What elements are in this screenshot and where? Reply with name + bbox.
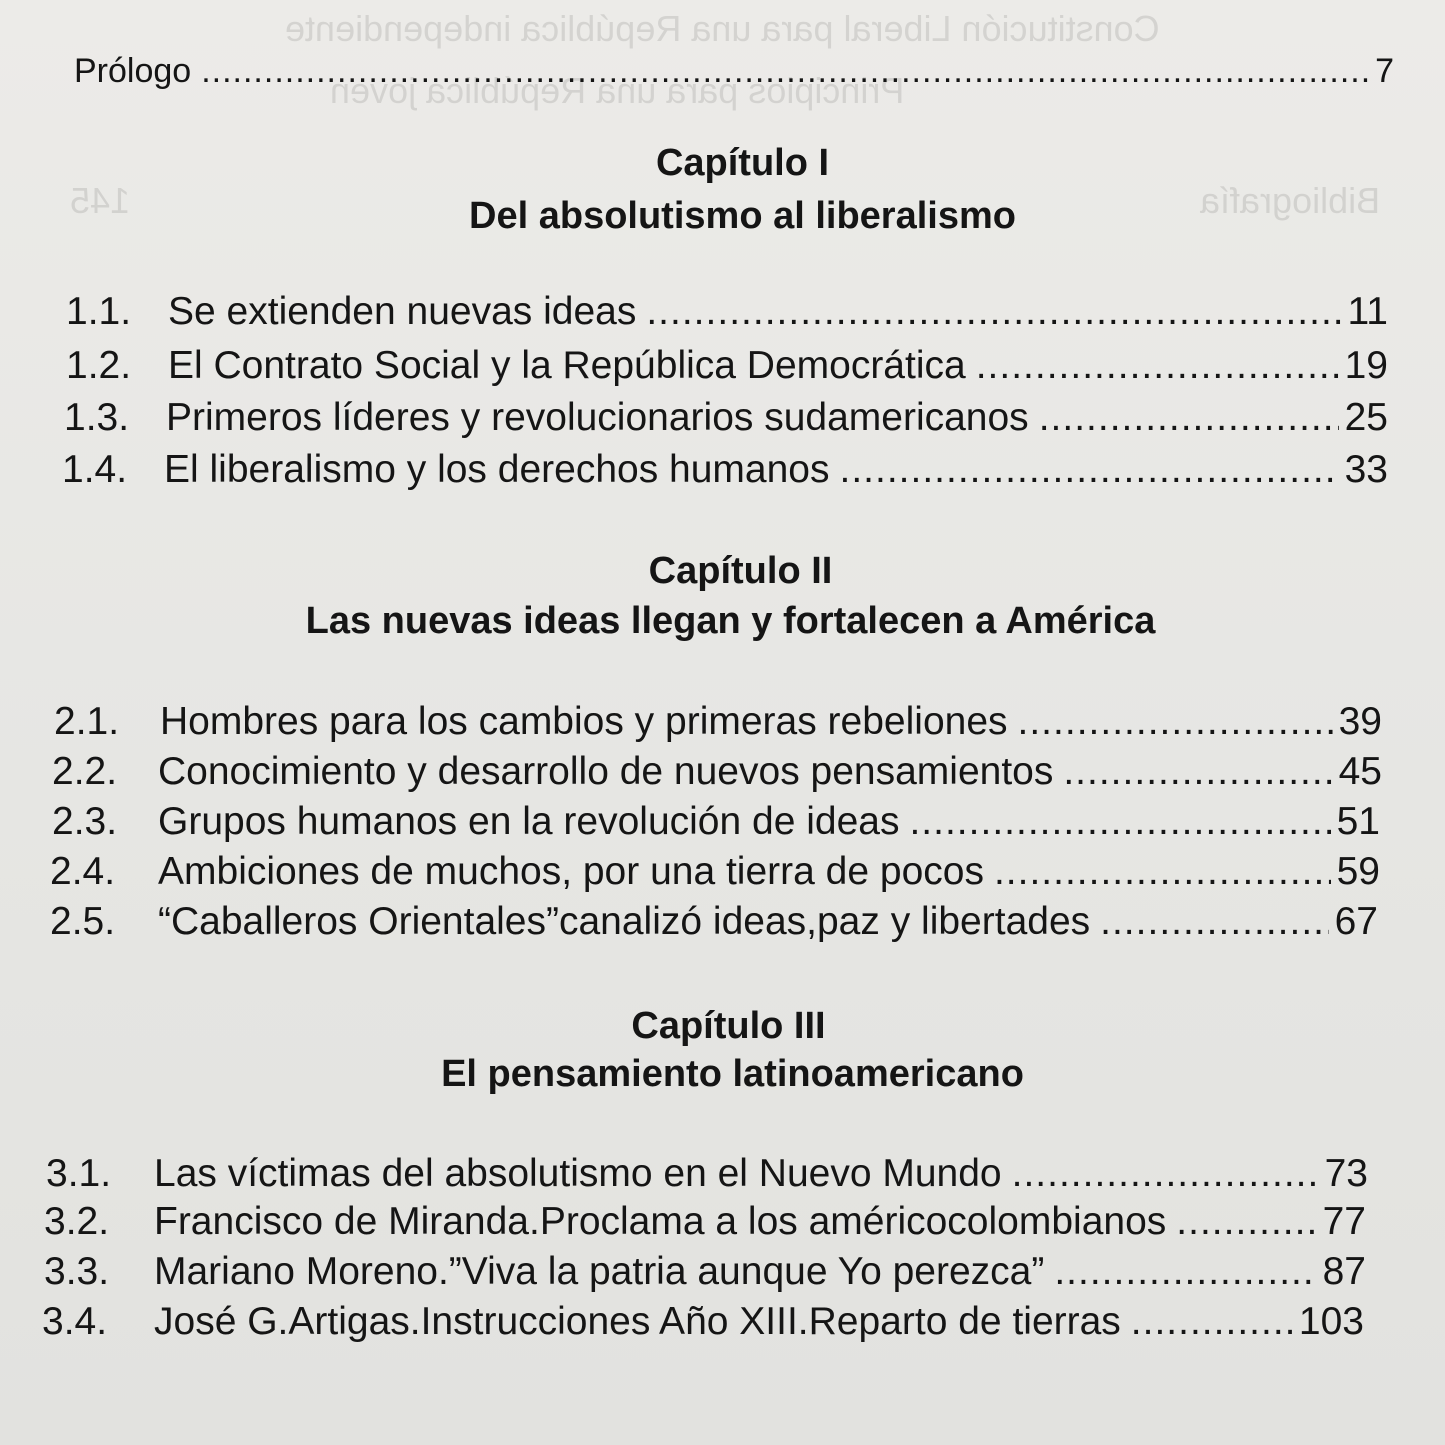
- page-number: 33: [1344, 448, 1388, 491]
- entry-number: 3.3.: [44, 1250, 110, 1293]
- page-number: 77: [1322, 1200, 1366, 1243]
- toc-entry[interactable]: [46, 1152, 1368, 1196]
- page-number: 51: [1336, 800, 1380, 843]
- toc-entry[interactable]: [66, 290, 1388, 334]
- entry-number: 1.2.: [66, 344, 132, 387]
- bleed-line: Constitución Liberal para una República independiente: [285, 8, 1160, 49]
- entry-title: Mariano Moreno.”Viva la patria aunque Yo perezca”: [154, 1250, 1045, 1293]
- toc-entry[interactable]: [64, 396, 1388, 440]
- leader-dots: [1100, 900, 1328, 944]
- entry-title: Hombres para los cambios y primeras rebeliones: [160, 700, 1008, 743]
- leader-dots: [1012, 1152, 1319, 1196]
- chapter-1-label: Capítulo I: [655, 142, 830, 184]
- page-number: 59: [1336, 850, 1380, 893]
- toc-entry[interactable]: [66, 344, 1388, 388]
- entry-title: Primeros líderes y revolucionarios sudamericanos: [166, 396, 1029, 439]
- page-number: 39: [1338, 700, 1382, 743]
- leader-dots: [1054, 1250, 1316, 1294]
- entry-number: 2.2.: [52, 750, 118, 793]
- entry-number: 2.5.: [50, 900, 116, 943]
- leader-dots: [646, 290, 1341, 334]
- leader-dots: [1018, 700, 1333, 744]
- toc-entry[interactable]: [62, 448, 1388, 492]
- leader-dots: [994, 850, 1331, 894]
- entry-title: Las víctimas del absolutismo en el Nuevo Mundo: [154, 1152, 1002, 1195]
- page-number: 87: [1322, 1250, 1366, 1293]
- page-number: 45: [1338, 750, 1382, 793]
- leader-dots: [909, 800, 1330, 844]
- toc-entry[interactable]: [52, 750, 1382, 794]
- chapter-1-title: Del absolutismo al liberalismo: [469, 195, 1016, 237]
- entry-number: 3.1.: [46, 1152, 112, 1195]
- entry-title: Grupos humanos en la revolución de ideas: [158, 800, 900, 843]
- entry-number: 2.3.: [52, 800, 118, 843]
- leader-dots: [1063, 750, 1332, 794]
- chapter-3-label: Capítulo III: [631, 1005, 826, 1047]
- toc-entry[interactable]: [54, 700, 1382, 744]
- leader-dots: [839, 448, 1338, 492]
- toc-entry[interactable]: [52, 800, 1380, 844]
- entry-number: 1.1.: [66, 290, 132, 333]
- chapter-2-label: Capítulo II: [648, 550, 833, 592]
- entry-title: Se extienden nuevas ideas: [168, 290, 637, 333]
- page-number: 11: [1347, 290, 1388, 333]
- entry-title: Ambiciones de muchos, por una tierra de pocos: [158, 850, 984, 893]
- page-number: 103: [1298, 1300, 1364, 1343]
- bleed-line: 145: [70, 180, 131, 221]
- leader-dots: [201, 52, 1369, 91]
- entry-title: Francisco de Miranda.Proclama a los américocolombianos: [154, 1200, 1167, 1243]
- leader-dots: [1131, 1300, 1293, 1344]
- entry-number: 2.1.: [54, 700, 120, 743]
- toc-entry[interactable]: [44, 1200, 1366, 1244]
- entry-title: El Contrato Social y la República Democrática: [168, 344, 966, 387]
- bleed-line: Bibliografía: [1200, 180, 1381, 221]
- chapter-3-title: El pensamiento latinoamericano: [441, 1053, 1024, 1095]
- entry-number: 3.2.: [44, 1200, 110, 1243]
- prologue-title: Prólogo: [74, 52, 192, 90]
- entry-number: 1.3.: [64, 396, 130, 439]
- bleed-line: Principios para una República joven: [330, 70, 905, 111]
- leader-dots: [1039, 396, 1339, 440]
- page-number: 19: [1344, 344, 1388, 387]
- entry-title: “Caballeros Orientales”canalizó ideas,paz y libertades: [158, 900, 1091, 943]
- toc-entry[interactable]: [42, 1300, 1364, 1344]
- leader-dots: [976, 344, 1339, 388]
- page-number: 7: [1375, 52, 1394, 90]
- entry-title: Conocimiento y desarrollo de nuevos pensamientos: [158, 750, 1054, 793]
- page-number: 25: [1344, 396, 1388, 439]
- toc-entry[interactable]: [50, 900, 1378, 944]
- leader-dots: [1176, 1200, 1316, 1244]
- entry-title: José G.Artigas.Instrucciones Año XIII.Reparto de tierras: [154, 1300, 1121, 1343]
- toc-entry[interactable]: [44, 1250, 1366, 1294]
- entry-number: 3.4.: [42, 1300, 108, 1343]
- toc-entry-prologue[interactable]: [74, 52, 1394, 91]
- toc-entry[interactable]: [50, 850, 1380, 894]
- entry-number: 1.4.: [62, 448, 128, 491]
- entry-number: 2.4.: [50, 850, 116, 893]
- chapter-2-title: Las nuevas ideas llegan y fortalecen a América: [305, 600, 1156, 642]
- page-number: 73: [1324, 1152, 1368, 1195]
- page-number: 67: [1334, 900, 1378, 943]
- entry-title: El liberalismo y los derechos humanos: [164, 448, 830, 491]
